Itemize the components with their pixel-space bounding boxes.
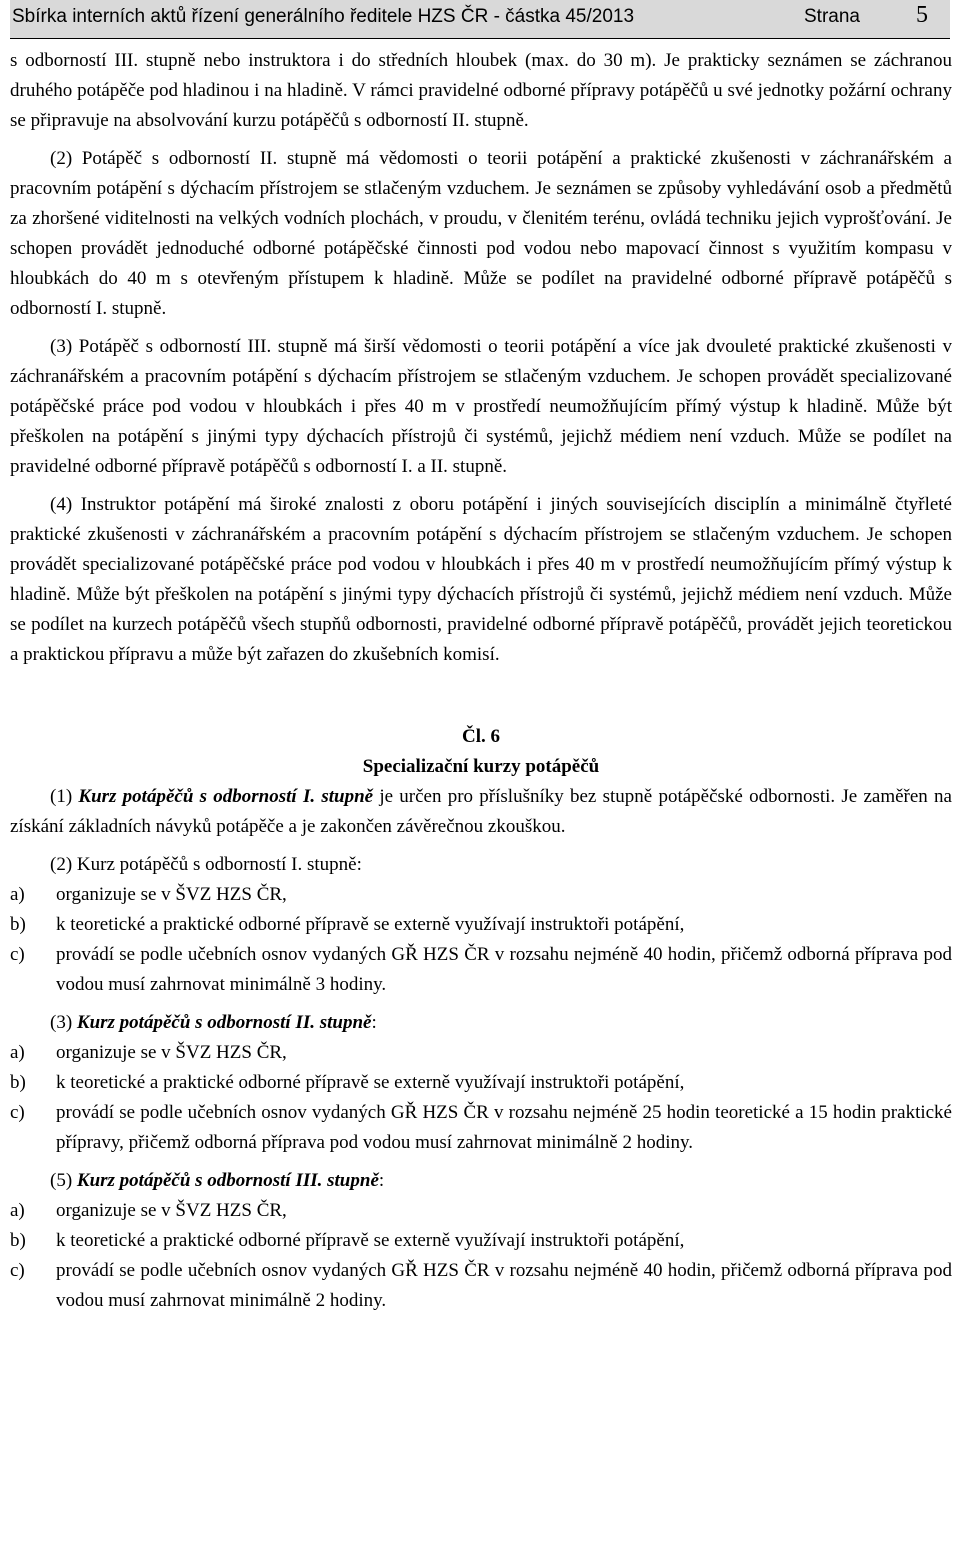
- list-item: [10, 1256, 952, 1316]
- article-number: Čl. 6: [462, 726, 500, 747]
- paragraph-3: (3) Potápěč s odborností III. stupně má širší vědomosti o teorii potápění a více jak dvouleté praktické zkušenosti v záchranářském a pracovním potápění s dýchacím přístrojem se stlačeným vzduchem. Je schopen provádět specializované potápěčské práce pod vodou v hloubkách i přes 40 m v prostředí neumožňujícím přímý výstup k hladině. Může být přeškolen na potápění s jinými typy dýchacích přístrojů či systémů, jejichž médiem není vzduch. Může se podílet na pravidelné odborné přípravě potápěčů s odborností I. a II. stupně.: [10, 336, 952, 477]
- list-marker: c): [10, 944, 25, 965]
- list-marker: c): [10, 1260, 25, 1281]
- list-marker: a): [10, 1200, 25, 1221]
- course-5-suffix: :: [378, 1170, 385, 1191]
- paragraph-2: (2) Potápěč s odborností II. stupně má vědomosti o teorii potápění a praktické zkušenosti v záchranářském a pracovním potápění s dýchacím přístrojem se stlačeným vzduchem. Je seznámen se způsoby vyhledávání osob a předmětů za zhoršené viditelnosti na velkých vodních plochách, v proudu, v členitém terénu, ovládá techniku jejich vyprošťování. Je schopen provádět jednoduché odborné potápěčské činnosti pod vodou nebo mapovací činnost s využitím kompasu v hloubkách do 40 m s otevřeným přístupem k hladině. Může se podílet na pravidelné odborné přípravě potápěčů s odborností I. stupně.: [10, 148, 952, 319]
- list-item-text: provádí se podle učebních osnov vydaných GŘ HZS ČR v rozsahu nejméně 40 hodin, přičemž odborná příprava pod vodou musí zahrnovat minimálně 2 hodiny.: [56, 1260, 952, 1311]
- course-2-heading: (2) Kurz potápěčů s odborností I. stupně:: [50, 854, 362, 875]
- course-1-text: je určen pro příslušníky bez stupně potápěčské odbornosti. Je zaměřen na získání základních návyků potápěče a je zakončen závěrečnou zkouškou.: [10, 786, 952, 837]
- list-item: [10, 910, 952, 940]
- course-3-name: Kurz potápěčů s odborností II. stupně: [76, 1012, 372, 1033]
- list-item-text: k teoretické a praktické odborné přípravě se externě využívají instruktoři potápění,: [56, 1072, 685, 1093]
- course-1-paragraph: [10, 782, 952, 842]
- course-3-list: [10, 1038, 952, 1158]
- list-marker: c): [10, 1102, 25, 1123]
- course-5-prefix: (5): [50, 1170, 77, 1191]
- course-3-prefix: (3): [50, 1012, 77, 1033]
- list-item-text: provádí se podle učebních osnov vydaných GŘ HZS ČR v rozsahu nejméně 25 hodin teoretické a 15 hodin praktické přípravy, přičemž odborná příprava pod vodou musí zahrnovat minimálně 2 hodiny.: [56, 1102, 952, 1153]
- list-item-text: provádí se podle učebních osnov vydaných GŘ HZS ČR v rozsahu nejméně 40 hodin, přičemž odborná příprava pod vodou musí zahrnovat minimálně 3 hodiny.: [56, 944, 952, 995]
- list-item-text: organizuje se v ŠVZ HZS ČR,: [56, 884, 287, 905]
- list-marker: b): [10, 1072, 26, 1093]
- list-item: [10, 880, 952, 910]
- course-5-list: [10, 1196, 952, 1316]
- course-3-suffix: :: [371, 1012, 377, 1033]
- list-marker: b): [10, 1230, 26, 1251]
- list-item: [10, 1098, 952, 1158]
- list-item-text: organizuje se v ŠVZ HZS ČR,: [56, 1042, 287, 1063]
- course-1-prefix: (1): [50, 786, 79, 807]
- list-marker: b): [10, 914, 26, 935]
- list-item: [10, 1068, 952, 1098]
- course-2-list: [10, 880, 952, 1000]
- course-5-heading: [10, 1166, 952, 1196]
- course-1-name: Kurz potápěčů s odborností I. stupně: [78, 786, 374, 807]
- list-item: [10, 940, 952, 1000]
- list-item: [10, 1226, 952, 1256]
- course-3-heading: [10, 1008, 952, 1038]
- list-item: [10, 1038, 952, 1068]
- course-5-name: Kurz potápěčů s odborností III. stupně: [76, 1170, 379, 1191]
- list-item-text: k teoretické a praktické odborné přípravě se externě využívají instruktoři potápění,: [56, 1230, 685, 1251]
- list-item: [10, 1196, 952, 1226]
- list-item-text: organizuje se v ŠVZ HZS ČR,: [56, 1200, 287, 1221]
- paragraph-continued: s odborností III. stupně nebo instruktora i do středních hloubek (max. do 30 m). Je prakticky seznámen se záchranou druhého potápěče pod hladinou i na hladině. V rámci pravidelné odborné přípravy potápěčů u své jednotky požární ochrany se připravuje na absolvování kurzu potápěčů s odborností II. stupně.: [10, 50, 952, 131]
- page-header: [10, 0, 950, 39]
- list-item-text: k teoretické a praktické odborné přípravě se externě využívají instruktoři potápění,: [56, 914, 685, 935]
- page-number: 5: [916, 2, 928, 28]
- paragraph-4: (4) Instruktor potápění má široké znalosti z oboru potápění i jiných souvisejících disciplín a minimálně čtyřleté praktické zkušenosti v záchranářském a pracovním potápění s dýchacím přístrojem se stlačeným vzduchem. Je schopen provádět specializované potápěčské práce pod vodou v hloubkách i přes 40 m v prostředí neumožňujícím přímý výstup k hladině. Může být přeškolen na potápění s jinými typy dýchacích přístrojů či systémů, jejichž médiem není vzduch. Může se podílet na kurzech potápěčů všech stupňů odbornosti, pravidelné odborné přípravě potápěčů, provádět jejich teoretickou a praktickou přípravu a může být zařazen do zkušebních komisí.: [10, 494, 952, 665]
- list-marker: a): [10, 1042, 25, 1063]
- list-marker: a): [10, 884, 25, 905]
- article-title: Specializační kurzy potápěčů: [362, 756, 600, 777]
- header-title: Sbírka interních aktů řízení generálního ředitele HZS ČR - částka 45/2013: [12, 6, 635, 27]
- document-body: [10, 46, 952, 1316]
- page-label: Strana: [804, 6, 860, 27]
